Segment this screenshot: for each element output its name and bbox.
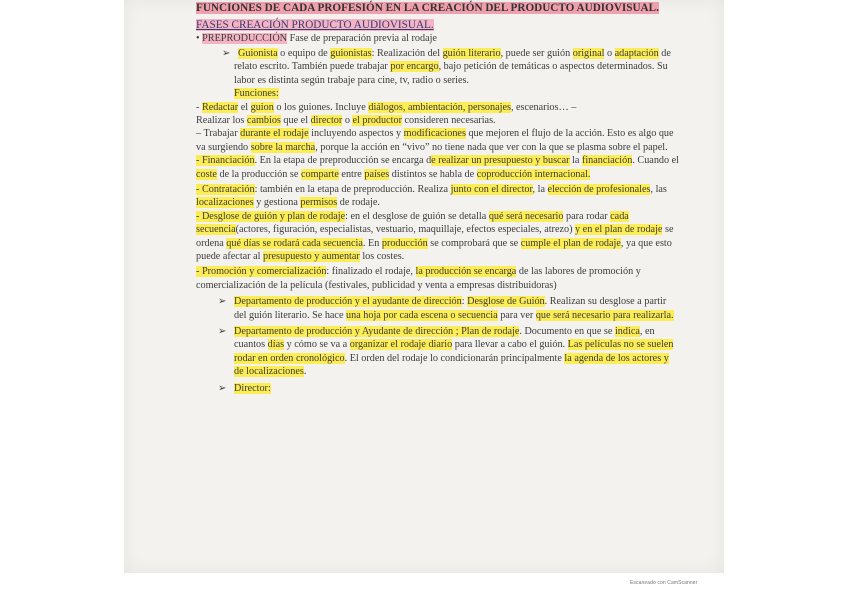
document-subtitle bbox=[196, 18, 680, 32]
document-body bbox=[196, 2, 680, 395]
financiacion-paragraph: - Financiación. En la etapa de preproducción se encarga de realizar un presupuesto y buscar la financiación. Cuando el coste de la producción se comparte entre países distintos se habla de coproducción internacional. bbox=[196, 155, 679, 180]
subtitle-text: FASES CREACIÓN PRODUCTO AUDIOVISUAL. bbox=[196, 18, 434, 31]
title-text: FUNCIONES DE CADA PROFESIÓN EN LA CREACIÓN DEL PRODUCTO AUDIOVISUAL. bbox=[196, 2, 659, 14]
arrow-bullet-icon: ➢ bbox=[218, 296, 227, 308]
preproduccion-label: PREPRODUCCIÓN bbox=[202, 32, 288, 44]
guionista-item: ➢ Guionista o equipo de guionistas: Realización del guión literario, puede ser guión original o adaptación de relato escrito. También puede trabajar por encargo, bajo petición de temáticas o aspectos determinados. Su labor es distinta según trabaje para cine, tv, radio o series. bbox=[222, 47, 671, 86]
contratacion-paragraph: - Contratación: también en la etapa de preproducción. Realiza junto con el director, la elección de profesionales, las localizaciones y gestiona permisos de rodaje. bbox=[196, 183, 667, 209]
redactar-paragraph: - Redactar el guion o los guiones. Incluye diálogos, ambientación, personajes, escenarios… – Realizar los cambios que el director o el productor consideren necesarias. bbox=[196, 101, 577, 126]
departamento-plan-item: ➢ Departamento de producción y Ayudante de dirección ; Plan de rodaje. Documento en que se indica, en cuantos días y cómo se va a organizar el rodaje diario para llevar a cabo el guión. Las películas no se suelen rodar en orden cronológico. El orden del rodaje lo condicionarán principalmente la agenda de los actores y de localizaciones. bbox=[218, 326, 674, 378]
scanner-watermark: Escaneado con CamScanner bbox=[630, 580, 698, 586]
document-title bbox=[196, 2, 680, 16]
arrow-bullet-icon: ➢ bbox=[222, 47, 231, 59]
bullet-marker: • bbox=[196, 32, 200, 44]
arrow-bullet-icon: ➢ bbox=[218, 382, 227, 394]
desglose-paragraph: - Desglose de guión y plan de rodaje: en el desglose de guión se detalla qué será necesario para rodar cada secuencia(actores, figuración, especialistas, vestuario, maquillaje, efectos especiales, atrezo) y en el plan de rodaje se ordena qué días se rodará cada secuencia. En producción se comprobará que se cumple el plan de rodaje, ya que esto puede afectar al presupuesto y aumentar los costes. bbox=[196, 210, 674, 262]
preproduccion-heading bbox=[196, 32, 680, 45]
director-item: ➢ Director: bbox=[218, 382, 271, 394]
departamento-desglose-item: ➢ Departamento de producción y el ayudante de dirección: Desglose de Guión. Realizan su desglose a partir del guión literario. Se hace una hoja por cada escena o secuencia para ver que será necesario para realizarla. bbox=[218, 296, 674, 321]
scanned-page bbox=[124, 0, 724, 573]
promocion-paragraph: - Promoción y comercialización: finalizado el rodaje, la producción se encarga de las labores de promoción y comercialización de la película (festivales, publicidad y venta a empresas distribuidoras) bbox=[196, 266, 641, 291]
preproduccion-desc: Fase de preparación previa al rodaje bbox=[287, 32, 437, 44]
funciones-label: Funciones: bbox=[234, 88, 279, 100]
arrow-bullet-icon: ➢ bbox=[218, 326, 227, 338]
trabajar-paragraph: – Trabajar durante el rodaje incluyendo aspectos y modificaciones que mejoren el flujo de la acción. Esto es algo que va surgiendo sobre la marcha, porque la acción en “vivo” no tiene nada que ver con la que se plasma sobre el papel. bbox=[196, 128, 674, 153]
